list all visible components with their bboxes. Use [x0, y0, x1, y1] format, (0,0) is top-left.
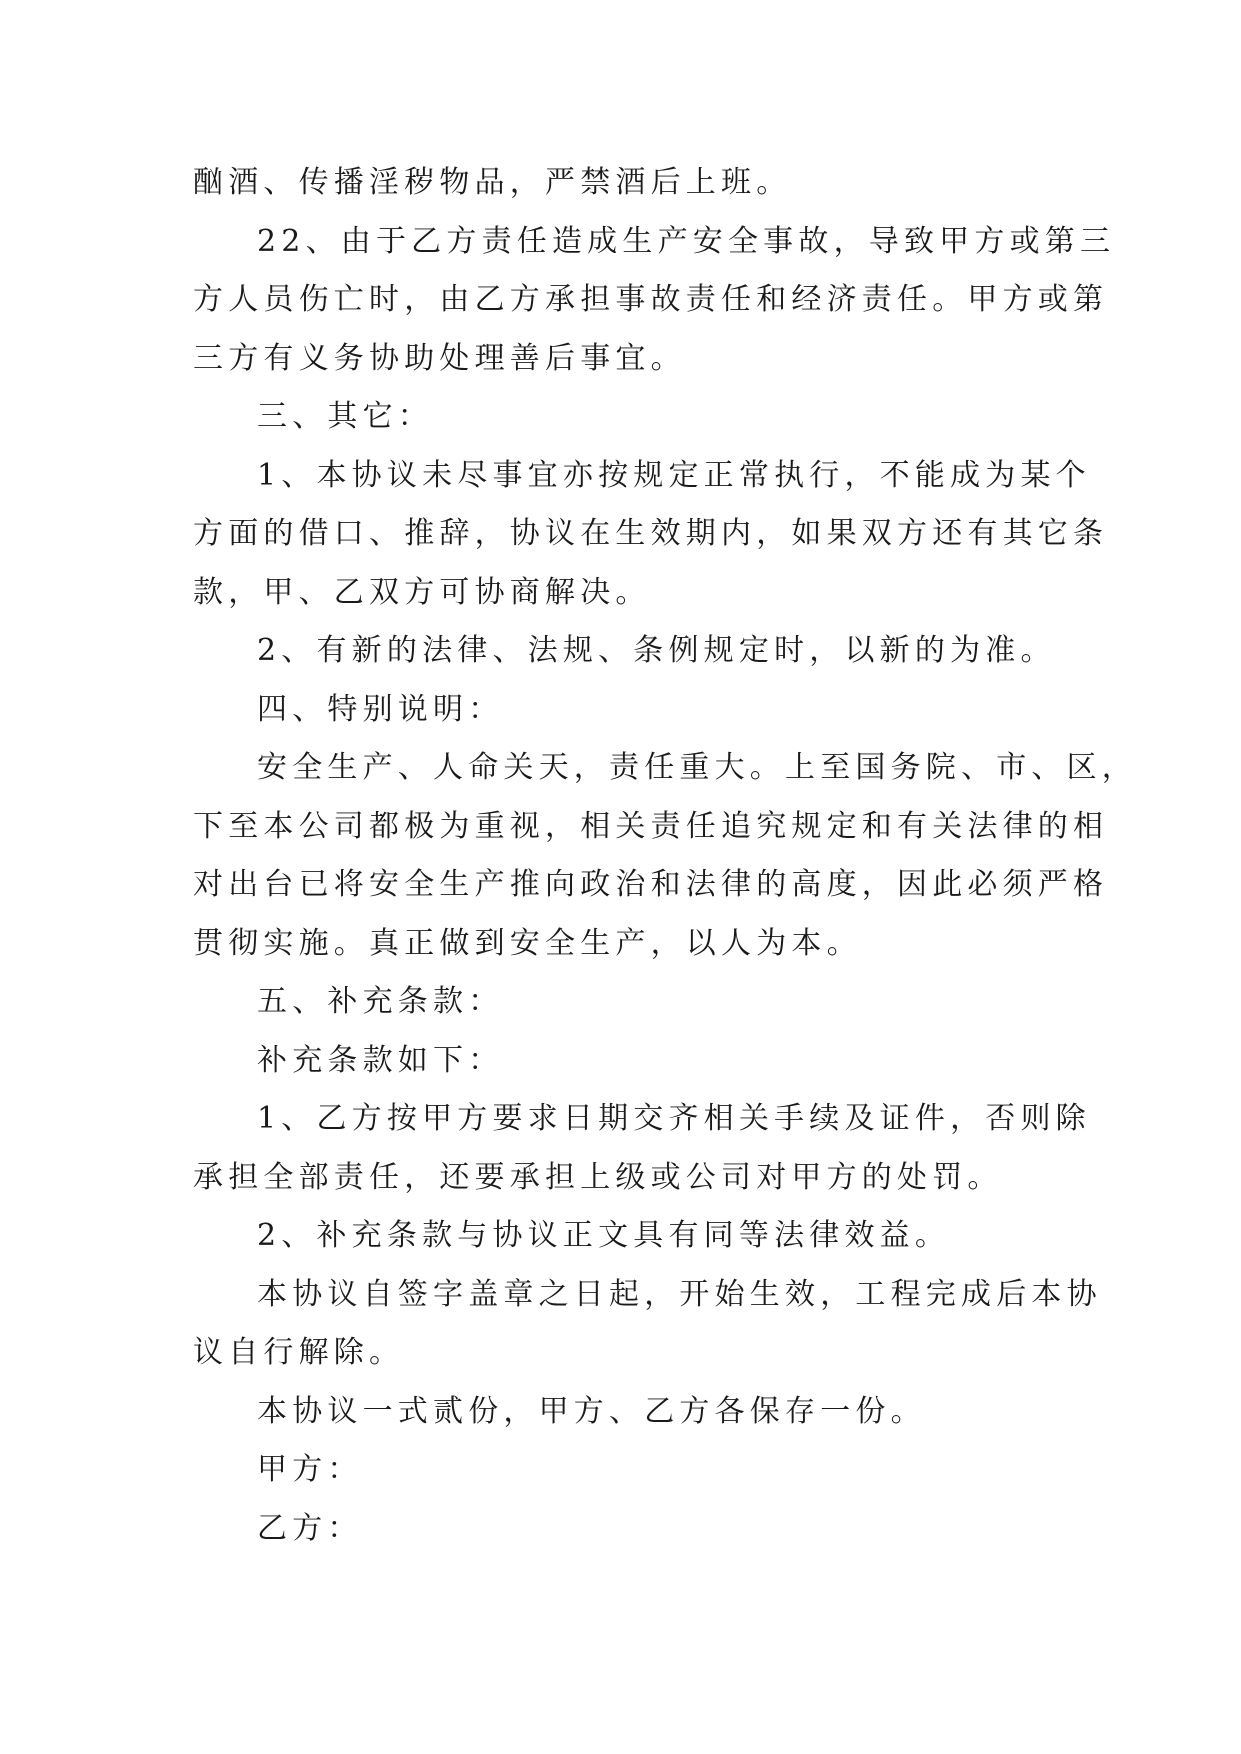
text-line: 三方有义务协助处理善后事宜。 [193, 340, 686, 376]
text-line: 贯彻实施。真正做到安全生产，以人为本。 [193, 925, 862, 961]
text-line: 1、乙方按甲方要求日期交齐相关手续及证件，否则除 [257, 1101, 1091, 1136]
text-line: 22、由于乙方责任造成生产安全事故，导致甲方或第三 [257, 223, 1116, 259]
text-line: 议自行解除。 [193, 1335, 405, 1370]
text-line: 本协议一式贰份，甲方、乙方各保存一份。 [257, 1393, 926, 1429]
text-line: 2、有新的法律、法规、条例规定时，以新的为准。 [257, 633, 1056, 668]
text-line: 本协议自签字盖章之日起，开始生效，工程完成后本协 [257, 1276, 1102, 1312]
document-body [193, 154, 1137, 1558]
text-line: 方面的借口、推辞，协议在生效期内，如果双方还有其它条 [193, 516, 1109, 551]
text-line: 2、补充条款与协议正文具有同等法律效益。 [257, 1218, 951, 1253]
text-line: 下至本公司都极为重视，相关责任追究规定和有关法律的相 [193, 808, 1109, 844]
section-heading: 三、其它： [257, 399, 433, 434]
text-line: 对出台已将安全生产推向政治和法律的高度，因此必须严格 [193, 867, 1109, 902]
text-line: 安全生产、人命关天，责任重大。上至国务院、市、区， [257, 750, 1137, 785]
text-line: 1、本协议未尽事宜亦按规定正常执行，不能成为某个 [257, 457, 1091, 493]
text-line: 方人员伤亡时，由乙方承担事故责任和经济责任。甲方或第 [193, 282, 1109, 317]
text-line: 酗酒、传播淫秽物品，严禁酒后上班。 [193, 165, 792, 200]
party-b-label: 乙方： [257, 1510, 363, 1546]
text-line: 补充条款如下： [257, 1042, 504, 1078]
text-line: 款，甲、乙双方可协商解决。 [193, 574, 651, 610]
section-heading: 五、补充条款： [257, 984, 504, 1019]
party-a-label: 甲方： [257, 1452, 363, 1487]
section-heading: 四、特别说明： [257, 691, 504, 727]
text-line: 承担全部责任，还要承担上级或公司对甲方的处罚。 [193, 1159, 1003, 1195]
